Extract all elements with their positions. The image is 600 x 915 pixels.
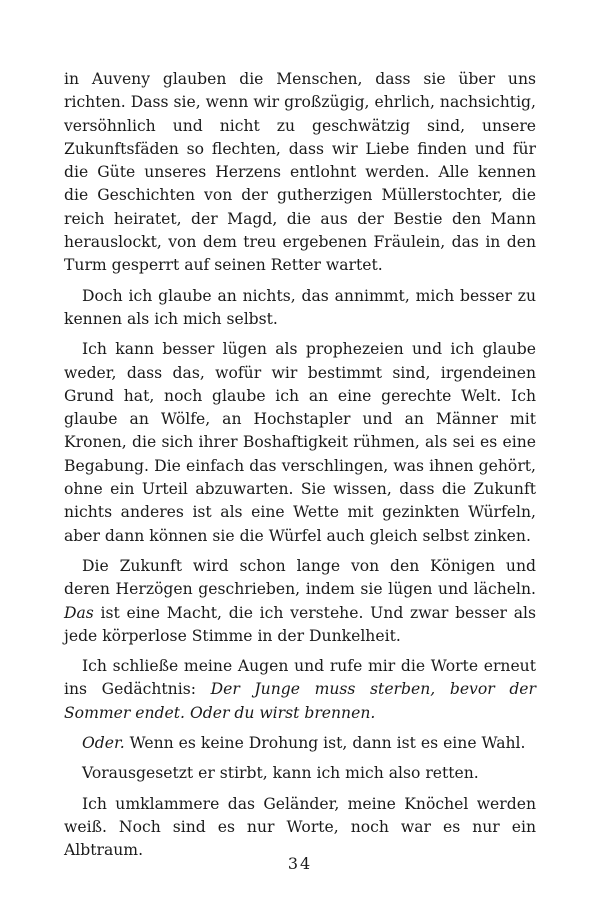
paragraph-4 bbox=[64, 555, 536, 648]
paragraph-4-text-after: ist eine Macht, die ich verstehe. Und zwar besser als jede körperlose Stimme in der Dunkelheit. bbox=[64, 603, 536, 645]
paragraph-6-text-after: Wenn es keine Drohung ist, dann ist es eine Wahl. bbox=[124, 734, 526, 753]
paragraph-8: Ich umklammere das Geländer, meine Knöchel werden weiß. Noch sind es nur Worte, noch war es nur ein Albtraum. bbox=[64, 794, 536, 860]
paragraph-3: Ich kann besser lügen als prophezeien und ich glaube weder, dass das, wofür wir bestimmt sind, irgendeinen Grund hat, noch glaube ich an eine gerechte Welt. Ich glaube an Wölfe, an Hochstapler und an Männer mit Kronen, die sich ihrer Boshaftigkeit rühmen, als sei es eine Begabung. Die einfach das verschlingen, was ihnen gehört, ohne ein Urteil abzuwarten. Sie wissen, dass die Zukunft nichts anderes ist als eine Wette mit gezinkten Würfeln, aber dann können sie die Würfel auch gleich selbst zinken. bbox=[64, 340, 536, 545]
paragraph-5-text-before: Ich schließe meine Augen und rufe mir die Worte erneut ins Gedächtnis: bbox=[64, 657, 536, 699]
paragraph-6-italic: Oder. bbox=[82, 734, 125, 753]
paragraph-5-italic: Der Junge muss sterben, bevor der Sommer endet. Oder du wirst brennen. bbox=[64, 680, 536, 722]
paragraph-4-text-before: Die Zukunft wird schon lange von den Königen und deren Herzögen geschrieben, indem sie lügen und lächeln. bbox=[64, 556, 536, 599]
book-page-body bbox=[64, 68, 536, 863]
paragraph-5 bbox=[64, 655, 536, 725]
paragraph-2: Doch ich glaube an nichts, das annimmt, mich besser zu kennen als ich mich selbst. bbox=[64, 286, 536, 328]
paragraph-6 bbox=[64, 732, 536, 755]
paragraph-1: in Auveny glauben die Menschen, dass sie über uns richten. Dass sie, wenn wir großzügig, ehrlich, nachsichtig, versöhnlich und nicht zu geschwätzig sind, unsere Zukunftsfäden so flechten, dass wir Liebe finden und für die Güte unseres Herzens entlohnt werden. Alle kennen die Geschichten von der gutherzigen Müllerstochter, die reich heiratet, der Magd, die aus der Bestie den Mann herauslockt, von dem treu ergebenen Fräulein, das in den Turm gesperrt auf seinen Retter wartet. bbox=[64, 70, 536, 275]
paragraph-7: Vorausgesetzt er stirbt, kann ich mich also retten. bbox=[82, 764, 479, 783]
paragraph-4-italic: Das bbox=[64, 603, 94, 622]
page-number: 34 bbox=[287, 854, 313, 873]
